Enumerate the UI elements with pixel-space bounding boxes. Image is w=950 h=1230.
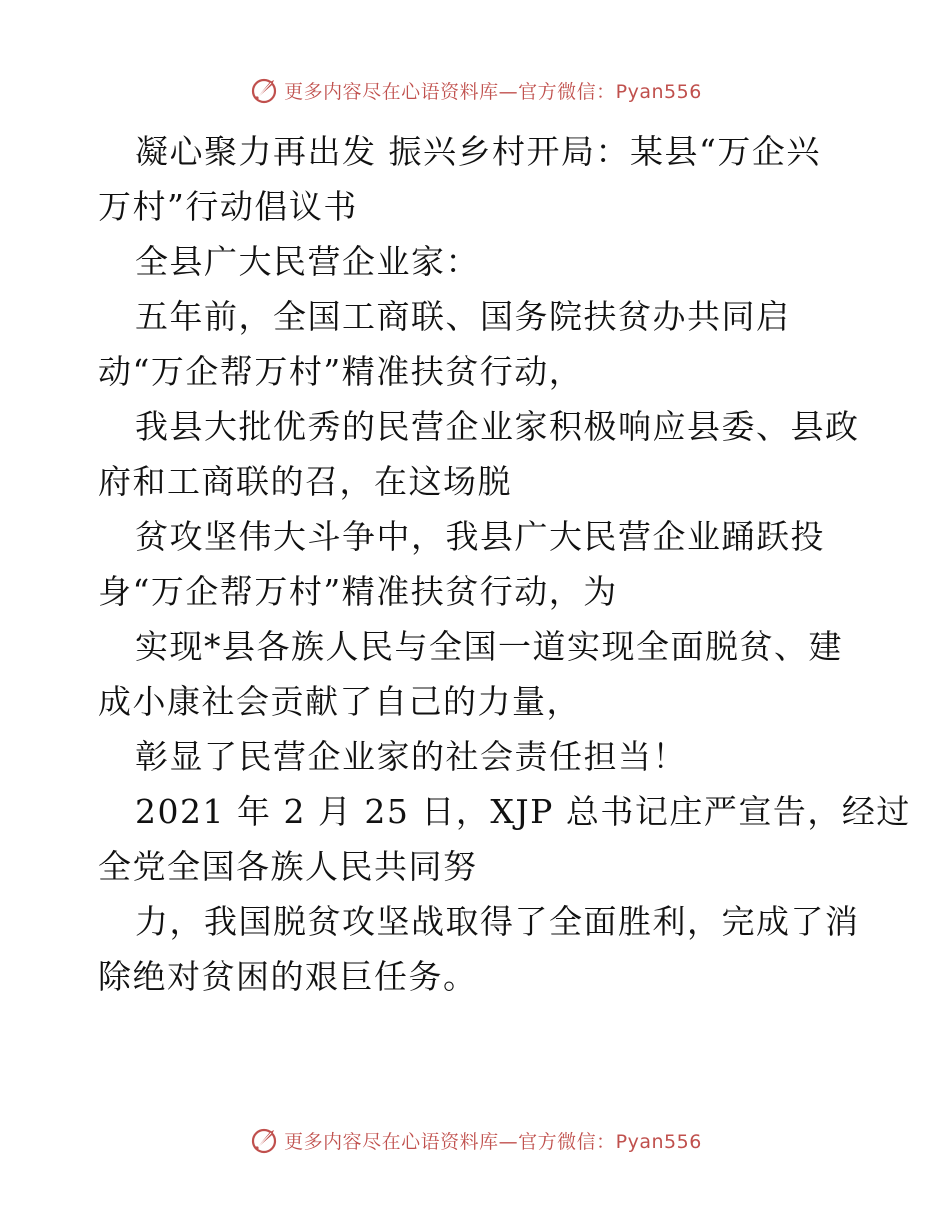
header-banner-text: 更多内容尽在心语资料库—官方微信：Pyan556	[284, 80, 702, 103]
document-line: 除绝对贫困的艰巨任务。	[98, 957, 478, 996]
header-banner	[0, 70, 950, 110]
document-line: 动“万企帮万村”精准扶贫行动，	[98, 352, 584, 391]
document-line: 力，我国脱贫攻坚战取得了全面胜利，完成了消	[135, 902, 860, 941]
document-line: 万村”行动倡议书	[98, 187, 358, 226]
document-line: 五年前，全国工商联、国务院扶贫办共同启	[135, 297, 791, 336]
footer-banner	[0, 1120, 950, 1160]
document-line: 府和工商联的召，在这场脱	[98, 462, 512, 501]
document-line: 凝心聚力再出发 振兴乡村开局：某县“万企兴	[135, 132, 821, 171]
document-line: 成小康社会贡献了自己的力量，	[98, 682, 581, 721]
footer-banner-text: 更多内容尽在心语资料库—官方微信：Pyan556	[284, 1130, 702, 1153]
document-body	[98, 124, 911, 1004]
document-line: 贫攻坚伟大斗争中，我县广大民营企业踊跃投	[135, 517, 825, 556]
quill-pen-logo-icon	[248, 1124, 280, 1156]
document-line: 2021 年 2 月 25 日，XJP 总书记庄严宣告，经过	[135, 792, 911, 831]
document-line: 身“万企帮万村”精准扶贫行动，为	[98, 572, 618, 611]
document-line: 全党全国各族人民共同努	[98, 847, 478, 886]
quill-pen-logo-icon	[248, 74, 280, 106]
document-line: 实现*县各族人民与全国一道实现全面脱贫、建	[135, 627, 843, 666]
document-line: 我县大批优秀的民营企业家积极响应县委、县政	[135, 407, 860, 446]
document-line: 彰显了民营企业家的社会责任担当！	[135, 737, 687, 776]
document-line: 全县广大民营企业家：	[135, 242, 480, 281]
